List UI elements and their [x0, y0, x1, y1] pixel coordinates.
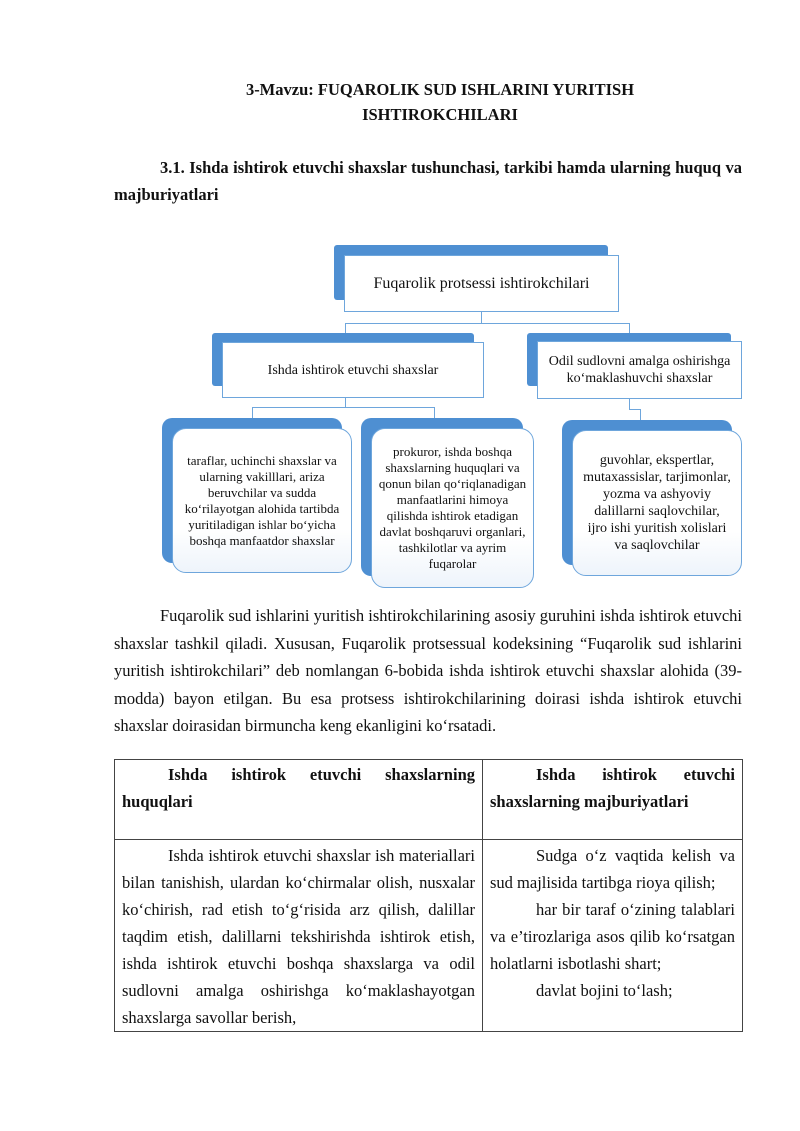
duties-cell	[483, 840, 743, 1032]
body-paragraph-text: Fuqarolik sud ishlarini yuritish ishtirokchilarining asosiy guruhini ishda ishtirok etuvchi shaxslar tashkil qiladi. Xususan, Fuqarolik protsessual kodeksining “Fuqarolik sud ishlarini yuritish ishtirokchilari” deb nomlangan 6-bobida ishda ishtirok etuvchi shaxslar alohida (39-modda) bayon etilgan. Bu esa protsess ishtirokchilarining doirasi ishda ishtirok etuvchi shaxslar doirasidan birmuncha keng ekanligini ko‘rsatadi.	[114, 606, 742, 735]
rights-cell	[115, 840, 483, 1032]
duty-item: Sudga o‘z vaqtida kelish va sud majlisida tartibga rioya qilish;	[490, 846, 735, 892]
root-box	[344, 255, 619, 312]
header-rights-cell	[115, 760, 483, 840]
right-branch-label: Odil sudlovni amalga oshirishga ko‘maklashuvchi shaxslar	[548, 354, 731, 386]
connector-to-leaf-2	[434, 407, 435, 418]
left-branch-box	[222, 342, 484, 398]
root-label: Fuqarolik protsessi ishtirokchilari	[373, 274, 590, 292]
body-paragraph	[114, 602, 742, 740]
connector-left-bar	[252, 407, 434, 408]
connector-to-leaf-3	[640, 409, 641, 420]
leaf-1-box	[172, 428, 352, 573]
topic-title-line1: 3-Mavzu: FUQAROLIK SUD ISHLARINI YURITISH	[245, 80, 635, 99]
table-row	[115, 840, 743, 1032]
right-branch-box	[537, 341, 742, 399]
connector-root-down	[481, 312, 482, 323]
leaf-1-label: taraflar, uchinchi shaxslar va ularning vakilllari, ariza beruvchilar va sudda ko‘rilayotgan alohida tartibda yuritiladigan ishlar bo‘yicha boshqa manfaatdor shaxslar	[184, 452, 340, 548]
leaf-2-label: prokuror, ishda boshqa shaxslarning huquqlari va qonun bilan qo‘riqlanadigan manfaatlarini himoya qilishda ishtirok etadigan davlat boshqaruvi organlari, tashkilotlar va ayrim fuqarolar	[378, 444, 527, 571]
table-header-row	[115, 760, 743, 840]
section-title: 3.1. Ishda ishtirok etuvchi shaxslar tushunchasi, tarkibi hamda ularning huquq va majburiyatlari	[114, 158, 742, 204]
topic-title-line2: ISHTIROKCHILARI	[362, 105, 518, 124]
connector-to-leaf-1	[252, 407, 253, 418]
duty-item: davlat bojini to‘lash;	[536, 981, 673, 1000]
header-rights: Ishda ishtirok etuvchi shaxslarning huquqlari	[122, 765, 475, 811]
rights-duties-table	[114, 759, 743, 1032]
rights-text: Ishda ishtirok etuvchi shaxslar ish materiallari bilan tanishish, ulardan ko‘chirmalar olish, nusxalar ko‘chirish, rad etish to‘g‘risida arz qilish, dalillar taqdim etish, dalillarni tekshirishda ishtirok etish, ishda ishtirok etuvchi boshqa shaxslarga va odil sudlovni amalga oshirishga ko‘maklashayotgan shaxslarga savollar berish,	[122, 846, 475, 1027]
connector-to-left-branch	[345, 323, 346, 333]
leaf-2-box	[371, 428, 534, 588]
leaf-3-box	[572, 430, 742, 576]
header-duties-cell	[483, 760, 743, 840]
connector-left-down	[345, 398, 346, 407]
leaf-3-label: guvohlar, ekspertlar, mutaxassislar, tarjimonlar, yozma va ashyoviy dalillarni saqlovchilar, ijro ishi yuritish xolislari va saqlovchilar	[583, 453, 731, 553]
connector-level2-bar	[345, 323, 630, 324]
duty-item: har bir taraf o‘zining talablari va e’tirozlariga asos qilib ko‘rsatgan holatlarni isbotlashi shart;	[490, 900, 735, 973]
connector-right-down	[629, 399, 630, 409]
header-duties: Ishda ishtirok etuvchi shaxslarning majburiyatlari	[490, 765, 735, 811]
connector-to-right-branch	[629, 323, 630, 333]
left-branch-label: Ishda ishtirok etuvchi shaxslar	[267, 362, 439, 378]
